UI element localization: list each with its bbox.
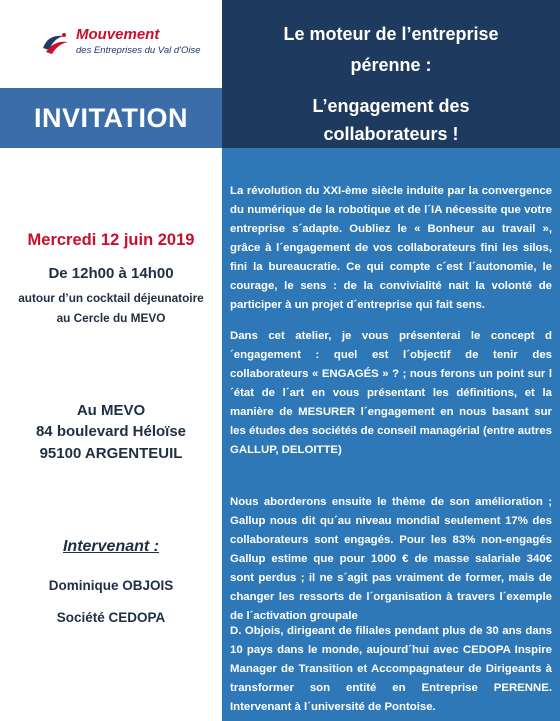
address-line-3: 95100 ARGENTEUIL bbox=[39, 445, 183, 462]
mevo-logo-icon bbox=[40, 28, 70, 58]
invitation-banner bbox=[0, 88, 222, 148]
paragraph-intro: La révolution du XXI-ème siècle induite par la convergence du numérique de la robotique et de l´IA nécessite que votre entreprise s´adapte. Oubliez le « Bonheur au travail », grâce à l´engagement de vos collaborateurs fini les silos, fini la bureaucratie. Ce qui compte c´est l´autonomie, le courage, le sens : de la convivialité nait la volonté de participer à un projet d´entreprise qui fait sens. bbox=[230, 185, 552, 311]
speaker-name: Dominique OBJOIS bbox=[48, 578, 174, 593]
event-date: Mercredi 12 juin 2019 bbox=[27, 231, 195, 249]
speaker-company: Société CEDOPA bbox=[56, 610, 166, 625]
speaker-heading: Intervenant : bbox=[62, 538, 159, 555]
address-line-1: Au MEVO bbox=[76, 402, 146, 419]
title-header bbox=[222, 0, 560, 148]
title-line-3: L’engagement des bbox=[312, 96, 470, 116]
mevo-logo bbox=[40, 24, 230, 64]
title-line-1: Le moteur de l’entreprise bbox=[283, 24, 499, 44]
logo-subtitle: des Entreprises du Val d'Oise bbox=[76, 45, 201, 56]
invitation-label: INVITATION bbox=[34, 102, 188, 133]
event-description-line-1: autour d’un cocktail déjeunatoire bbox=[18, 291, 204, 305]
logo-title: Mouvement bbox=[76, 26, 160, 43]
paragraph-speaker-bio: D. Objois, dirigeant de filiales pendant plus de 30 ans dans 10 pays dans le monde, aujourd´hui avec CEDOPA Inspire Manager de Transition et Accompagnateur de Dirigeants à transformer son entité en Entreprise PERENNE. Intervenant à l´université de Pontoise. bbox=[230, 625, 552, 713]
title-line-2: pérenne : bbox=[350, 55, 432, 75]
event-description-line-2: au Cercle du MEVO bbox=[56, 311, 166, 325]
title-line-4: collaborateurs ! bbox=[323, 124, 459, 144]
address-line-2: 84 boulevard Héloïse bbox=[35, 423, 187, 440]
event-time: De 12h00 à 14h00 bbox=[48, 265, 174, 282]
paragraph-improvement: Nous aborderons ensuite le thème de son amélioration ; Gallup nous dit qu´au niveau mondial seulement 17% des collaborateurs sont engagés. Pour les 83% non-engagés Gallup estime que pour 1000 € de masse salariale 340€ sont perdus ; il ne s´agit pas vraiment de former, mais de changer les ressorts de l´organisation à travers l´exemple de l´activation groupale bbox=[230, 496, 552, 622]
paragraph-workshop: Dans cet atelier, je vous présenterai le concept d´engagement : quel est l´objectif de tenir des collaborateurs « ENGAGÉS » ? ; nous ferons un point sur l´état de l´art en vous présentant les définitions, et la manière de MESURER l´engagement en nous basant sur les études des sociétés de conseil managérial (entre autres GALLUP, DELOITTE) bbox=[230, 330, 552, 456]
